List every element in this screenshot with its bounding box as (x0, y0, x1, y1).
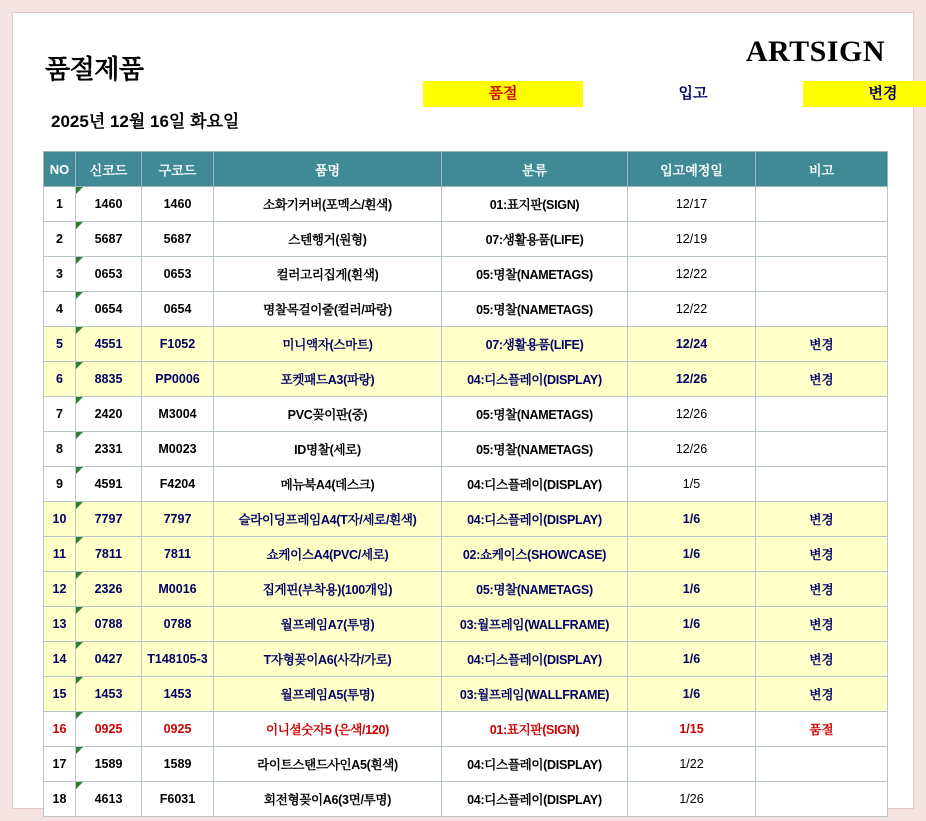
cell-eta: 1/6 (628, 677, 756, 712)
cell-eta: 12/24 (628, 327, 756, 362)
table-row (44, 607, 888, 642)
cell-category: 04:디스플레이(DISPLAY) (442, 467, 628, 502)
cell-product-name: 집게핀(부착용)(100개입) (214, 572, 442, 607)
cell-eta: 1/6 (628, 607, 756, 642)
cell-corner-marker-icon (76, 537, 83, 544)
table-row (44, 362, 888, 397)
cell-old-code: PP0006 (142, 362, 214, 397)
cell-category: 07:생활용품(LIFE) (442, 222, 628, 257)
header-new-code: 신코드 (76, 152, 142, 187)
cell-category: 04:디스플레이(DISPLAY) (442, 362, 628, 397)
cell-eta: 1/15 (628, 712, 756, 747)
cell-old-code: 5687 (142, 222, 214, 257)
cell-old-code: M0023 (142, 432, 214, 467)
header-memo: 비고 (756, 152, 888, 187)
table-row (44, 502, 888, 537)
header-no: NO (44, 152, 76, 187)
cell-category: 01:표지판(SIGN) (442, 187, 628, 222)
legend (423, 81, 926, 107)
cell-product-name: 쇼케이스A4(PVC/세로) (214, 537, 442, 572)
cell-new-code: 7797 (76, 502, 142, 537)
cell-old-code: F1052 (142, 327, 214, 362)
cell-product-name: 컬러고리집게(흰색) (214, 257, 442, 292)
cell-old-code: M0016 (142, 572, 214, 607)
cell-eta: 12/26 (628, 397, 756, 432)
cell-new-code: 1460 (76, 187, 142, 222)
cell-corner-marker-icon (76, 362, 83, 369)
cell-old-code: F6031 (142, 782, 214, 817)
cell-memo: 변경 (756, 572, 888, 607)
products-table (43, 151, 888, 817)
cell-old-code: 0925 (142, 712, 214, 747)
table-row (44, 257, 888, 292)
cell-category: 05:명찰(NAMETAGS) (442, 432, 628, 467)
cell-memo: 변경 (756, 362, 888, 397)
cell-memo: 변경 (756, 642, 888, 677)
cell-corner-marker-icon (76, 642, 83, 649)
cell-new-code: 0427 (76, 642, 142, 677)
cell-product-name: PVC꽂이판(중) (214, 397, 442, 432)
legend-instock: 입고 (678, 85, 708, 102)
cell-corner-marker-icon (76, 327, 83, 334)
table-row (44, 467, 888, 502)
cell-no: 15 (44, 677, 76, 712)
table-row (44, 747, 888, 782)
cell-no: 10 (44, 502, 76, 537)
cell-category: 03:월프레임(WALLFRAME) (442, 607, 628, 642)
header-old-code: 구코드 (142, 152, 214, 187)
cell-eta: 1/22 (628, 747, 756, 782)
cell-old-code: 7811 (142, 537, 214, 572)
cell-eta: 1/6 (628, 572, 756, 607)
cell-new-code: 0925 (76, 712, 142, 747)
cell-new-code: 7811 (76, 537, 142, 572)
cell-new-code: 2420 (76, 397, 142, 432)
cell-eta: 12/22 (628, 257, 756, 292)
header-category: 분류 (442, 152, 628, 187)
cell-memo (756, 292, 888, 327)
cell-eta: 12/26 (628, 432, 756, 467)
cell-no: 7 (44, 397, 76, 432)
cell-product-name: 스텐행거(원형) (214, 222, 442, 257)
table-row (44, 292, 888, 327)
table-row (44, 327, 888, 362)
cell-no: 14 (44, 642, 76, 677)
cell-corner-marker-icon (76, 257, 83, 264)
cell-product-name: 월프레임A5(투명) (214, 677, 442, 712)
cell-category: 03:월프레임(WALLFRAME) (442, 677, 628, 712)
cell-category: 05:명찰(NAMETAGS) (442, 257, 628, 292)
cell-no: 9 (44, 467, 76, 502)
document-header (13, 13, 913, 131)
cell-memo: 변경 (756, 537, 888, 572)
cell-new-code: 1453 (76, 677, 142, 712)
cell-product-name: 명찰목걸이줄(컬러/파랑) (214, 292, 442, 327)
cell-product-name: 소화기커버(포멕스/흰색) (214, 187, 442, 222)
cell-corner-marker-icon (76, 432, 83, 439)
cell-memo (756, 222, 888, 257)
table-body (44, 187, 888, 817)
cell-category: 04:디스플레이(DISPLAY) (442, 782, 628, 817)
cell-new-code: 5687 (76, 222, 142, 257)
cell-memo (756, 747, 888, 782)
cell-memo: 변경 (756, 502, 888, 537)
table-row (44, 537, 888, 572)
cell-no: 17 (44, 747, 76, 782)
cell-category: 05:명찰(NAMETAGS) (442, 397, 628, 432)
cell-eta: 1/6 (628, 537, 756, 572)
cell-new-code: 0653 (76, 257, 142, 292)
cell-no: 5 (44, 327, 76, 362)
cell-old-code: T148105-3 (142, 642, 214, 677)
cell-eta: 12/26 (628, 362, 756, 397)
cell-new-code: 8835 (76, 362, 142, 397)
table-row (44, 397, 888, 432)
cell-corner-marker-icon (76, 397, 83, 404)
cell-no: 16 (44, 712, 76, 747)
table-row (44, 572, 888, 607)
cell-product-name: 미니액자(스마트) (214, 327, 442, 362)
cell-old-code: 0653 (142, 257, 214, 292)
legend-change: 변경 (803, 81, 926, 107)
cell-corner-marker-icon (76, 187, 83, 194)
cell-no: 8 (44, 432, 76, 467)
document-date: 2025년 12월 16일 화요일 (51, 112, 240, 131)
cell-eta: 1/6 (628, 642, 756, 677)
cell-old-code: M3004 (142, 397, 214, 432)
cell-no: 2 (44, 222, 76, 257)
cell-category: 02:쇼케이스(SHOWCASE) (442, 537, 628, 572)
cell-old-code: F4204 (142, 467, 214, 502)
table-row (44, 782, 888, 817)
cell-corner-marker-icon (76, 222, 83, 229)
cell-memo (756, 257, 888, 292)
cell-old-code: 7797 (142, 502, 214, 537)
cell-new-code: 0788 (76, 607, 142, 642)
cell-corner-marker-icon (76, 677, 83, 684)
legend-soldout: 품절 (423, 81, 583, 107)
cell-product-name: ID명찰(세로) (214, 432, 442, 467)
cell-product-name: 포켓패드A3(파랑) (214, 362, 442, 397)
cell-corner-marker-icon (76, 747, 83, 754)
cell-memo: 변경 (756, 677, 888, 712)
cell-eta: 1/5 (628, 467, 756, 502)
cell-new-code: 2331 (76, 432, 142, 467)
cell-corner-marker-icon (76, 712, 83, 719)
cell-no: 11 (44, 537, 76, 572)
cell-no: 13 (44, 607, 76, 642)
cell-new-code: 4591 (76, 467, 142, 502)
cell-new-code: 4551 (76, 327, 142, 362)
table-row (44, 642, 888, 677)
cell-new-code: 4613 (76, 782, 142, 817)
cell-corner-marker-icon (76, 607, 83, 614)
cell-product-name: 월프레임A7(투명) (214, 607, 442, 642)
cell-old-code: 0788 (142, 607, 214, 642)
table-row (44, 432, 888, 467)
cell-corner-marker-icon (76, 292, 83, 299)
header-product-name: 품명 (214, 152, 442, 187)
cell-memo (756, 467, 888, 502)
cell-memo: 변경 (756, 607, 888, 642)
cell-memo (756, 397, 888, 432)
cell-category: 04:디스플레이(DISPLAY) (442, 642, 628, 677)
cell-corner-marker-icon (76, 572, 83, 579)
cell-corner-marker-icon (76, 782, 83, 789)
cell-product-name: T자형꽂이A6(사각/가로) (214, 642, 442, 677)
cell-eta: 1/6 (628, 502, 756, 537)
table-row (44, 222, 888, 257)
cell-eta: 12/17 (628, 187, 756, 222)
cell-product-name: 회전형꽂이A6(3면/투명) (214, 782, 442, 817)
cell-category: 04:디스플레이(DISPLAY) (442, 502, 628, 537)
cell-old-code: 1453 (142, 677, 214, 712)
cell-memo (756, 432, 888, 467)
cell-eta: 12/22 (628, 292, 756, 327)
cell-new-code: 2326 (76, 572, 142, 607)
cell-category: 04:디스플레이(DISPLAY) (442, 747, 628, 782)
page-title: 품절제품 (45, 54, 144, 84)
cell-old-code: 1460 (142, 187, 214, 222)
cell-no: 4 (44, 292, 76, 327)
cell-old-code: 1589 (142, 747, 214, 782)
cell-corner-marker-icon (76, 467, 83, 474)
cell-product-name: 슬라이딩프레임A4(T자/세로/흰색) (214, 502, 442, 537)
cell-no: 1 (44, 187, 76, 222)
cell-old-code: 0654 (142, 292, 214, 327)
cell-eta: 1/26 (628, 782, 756, 817)
table-row (44, 712, 888, 747)
cell-category: 07:생활용품(LIFE) (442, 327, 628, 362)
brand-logo: ARTSIGN (745, 35, 885, 68)
cell-no: 12 (44, 572, 76, 607)
table-row (44, 187, 888, 222)
cell-memo: 품절 (756, 712, 888, 747)
cell-product-name: 이니셜숫자5 (은색/120) (214, 712, 442, 747)
table-header-row (44, 152, 888, 187)
cell-no: 3 (44, 257, 76, 292)
cell-new-code: 1589 (76, 747, 142, 782)
table-row (44, 677, 888, 712)
cell-no: 6 (44, 362, 76, 397)
cell-eta: 12/19 (628, 222, 756, 257)
cell-memo (756, 782, 888, 817)
cell-new-code: 0654 (76, 292, 142, 327)
cell-corner-marker-icon (76, 502, 83, 509)
cell-category: 05:명찰(NAMETAGS) (442, 572, 628, 607)
cell-memo: 변경 (756, 327, 888, 362)
cell-product-name: 라이트스탠드사인A5(흰색) (214, 747, 442, 782)
header-eta: 입고예정일 (628, 152, 756, 187)
cell-product-name: 메뉴북A4(데스크) (214, 467, 442, 502)
cell-no: 18 (44, 782, 76, 817)
document-page (12, 12, 914, 809)
cell-memo (756, 187, 888, 222)
cell-category: 01:표지판(SIGN) (442, 712, 628, 747)
cell-category: 05:명찰(NAMETAGS) (442, 292, 628, 327)
